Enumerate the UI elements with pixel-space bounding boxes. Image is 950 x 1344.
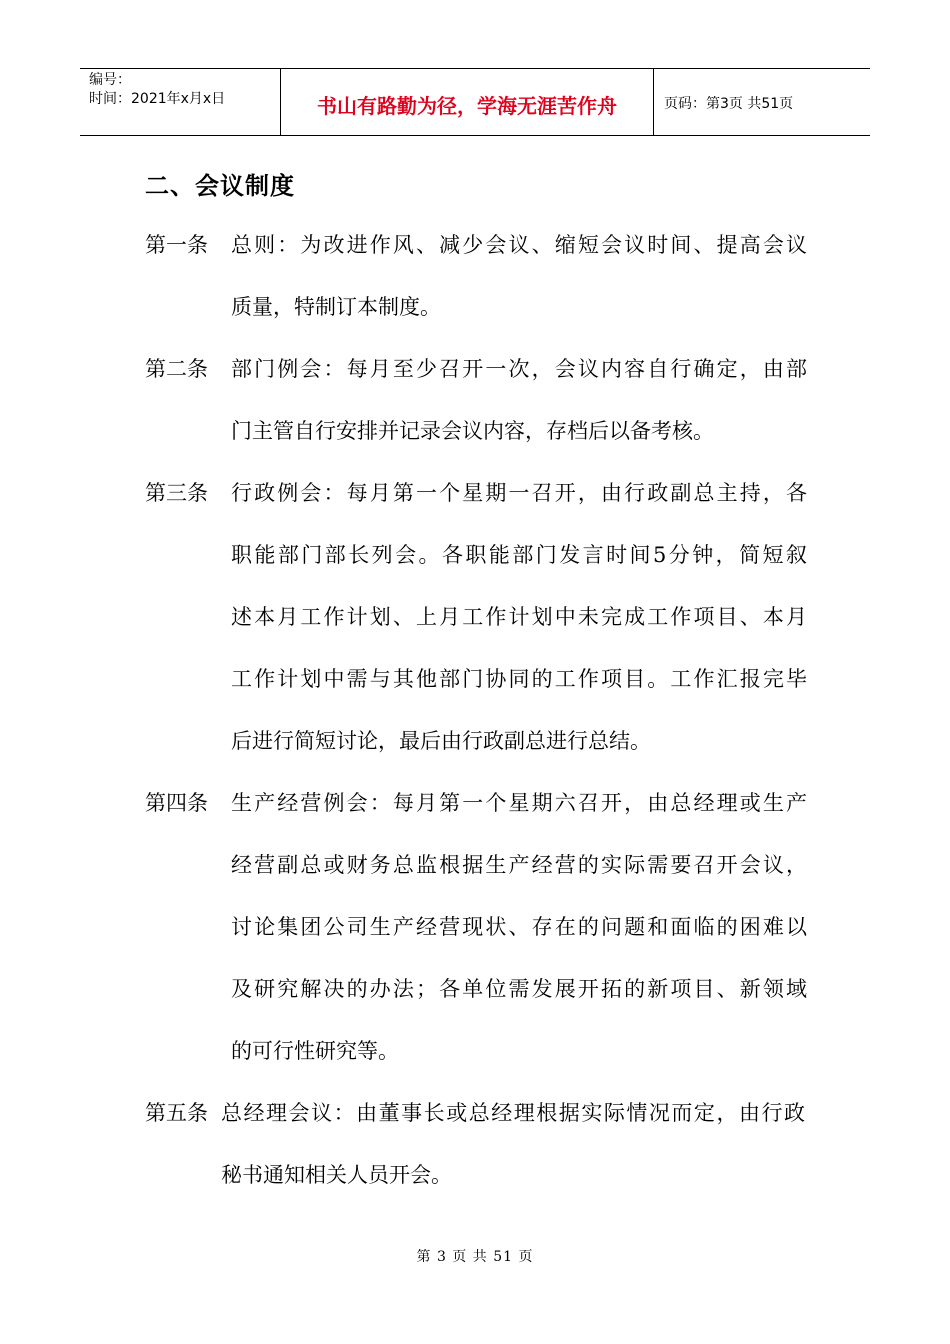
article-body (231, 214, 807, 338)
page-footer: 第 3 页 共 51 页 (416, 1249, 534, 1265)
article-line: 后进行简短讨论，最后由行政副总进行总结。 (231, 729, 651, 753)
document-number-label: 编号： (89, 72, 131, 88)
article-label: 第一条 (145, 233, 208, 257)
article-3 (145, 462, 825, 772)
header-meta (80, 69, 281, 135)
article-line: 秘书通知相关人员开会。 (221, 1163, 452, 1187)
header-motto: 书山有路勤为径，学海无涯苦作舟 (281, 69, 654, 135)
article-line: 职能部门部长列会。各职能部门发言时间5分钟，简短叙 (231, 543, 807, 567)
article-line: 讨论集团公司生产经营现状、存在的问题和面临的困难以 (231, 915, 807, 939)
article-line: 工作计划中需与其他部门协同的工作项目。工作汇报完毕 (231, 667, 807, 691)
article-line: 生产经营例会：每月第一个星期六召开，由总经理或生产 (231, 791, 807, 815)
article-line: 总则：为改进作风、减少会议、缩短会议时间、提高会议 (231, 233, 807, 257)
article-label: 第四条 (145, 791, 208, 815)
article-line: 述本月工作计划、上月工作计划中未完成工作项目、本月 (231, 605, 807, 629)
article-line: 及研究解决的办法；各单位需发展开拓的新项目、新领域 (231, 977, 807, 1001)
article-body (221, 1082, 805, 1206)
document-header (80, 68, 870, 136)
article-label: 第二条 (145, 357, 208, 381)
article-1 (145, 214, 825, 338)
article-5 (145, 1082, 825, 1206)
article-body (231, 462, 807, 772)
article-label: 第三条 (145, 481, 208, 505)
article-label: 第五条 (145, 1101, 208, 1125)
article-line: 部门例会：每月至少召开一次，会议内容自行确定，由部 (231, 357, 807, 381)
article-line: 的可行性研究等。 (231, 1039, 399, 1063)
article-line: 质量，特制订本制度。 (231, 295, 441, 319)
article-body (231, 772, 807, 1082)
article-body (231, 338, 807, 462)
header-page-info: 页码：第3页 共51页 (664, 96, 794, 112)
article-4 (145, 772, 825, 1082)
article-line: 行政例会：每月第一个星期一召开，由行政副总主持，各 (231, 481, 807, 505)
article-list (145, 214, 825, 1206)
article-line: 门主管自行安排并记录会议内容，存档后以备考核。 (231, 419, 714, 443)
article-line: 经营副总或财务总监根据生产经营的实际需要召开会议， (231, 853, 807, 877)
document-time-label: 时间：2021年x月x日 (89, 91, 226, 107)
section-title: 二、会议制度 (145, 172, 295, 200)
article-2 (145, 338, 825, 462)
article-line: 总经理会议：由董事长或总经理根据实际情况而定，由行政 (221, 1101, 805, 1125)
